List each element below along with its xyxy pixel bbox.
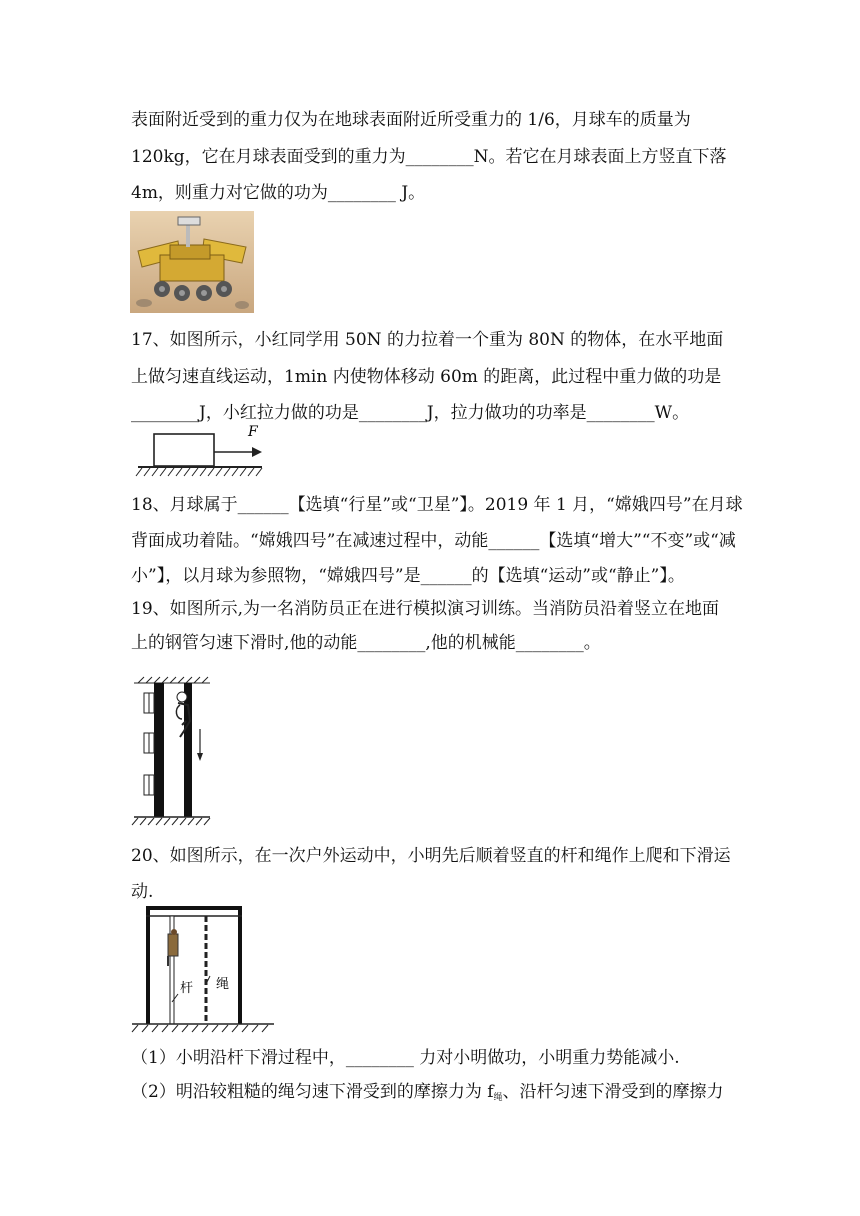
q20-sub-2-main: （2）明沿较粗糙的绳匀速下滑受到的摩擦力为 f — [131, 1082, 494, 1102]
q20-sub-2-subscript: 绳 — [493, 1093, 503, 1103]
q16-line-3: 4m，则重力对它做的功为________ J。 — [131, 183, 426, 203]
force-label: F — [248, 424, 258, 440]
steel-pole — [184, 683, 192, 817]
q18-line-2: 背面成功着陆。“嫦娥四号”在减速过程中，动能______【选填“增大”“不变”或“减 — [131, 531, 736, 551]
q20-line-2: 动. — [131, 882, 154, 902]
q18-line-1: 18、月球属于______【选填“行星”或“卫星”】。2019 年 1 月，“嫦娥四号”在月球 — [131, 495, 743, 515]
pole-label: 杆 — [180, 981, 194, 996]
block-force-diagram — [130, 420, 270, 482]
pole-rope-diagram — [130, 904, 276, 1034]
block — [154, 434, 214, 466]
q17-line-3: ________J，小红拉力做的功是________J，拉力做功的功率是________W。 — [131, 403, 690, 423]
q17-line-2: 上做匀速直线运动，1min 内使物体移动 60m 的距离，此过程中重力做的功是 — [131, 367, 722, 387]
q16-line-2: 120kg，它在月球表面受到的重力为________N。若它在月球表面上方竖直下落 — [131, 147, 727, 167]
q18-line-3: 小”】，以月球为参照物，“嫦娥四号”是______的【选填“运动”或“静止”】。 — [131, 566, 685, 586]
rope-label: 绳 — [216, 977, 230, 992]
q20-line-1: 20、如图所示，在一次户外运动中，小明先后顺着竖直的杆和绳作上爬和下滑运 — [131, 846, 731, 866]
q17-line-1: 17、如图所示，小红同学用 50N 的力拉着一个重为 80N 的物体，在水平地面 — [131, 330, 724, 350]
firefighter-pole-diagram — [130, 675, 214, 827]
q20-sub-2 — [131, 1082, 724, 1108]
q19-line-2: 上的钢管匀速下滑时,他的动能________,他的机械能________。 — [131, 633, 601, 653]
lunar-rover-image — [130, 211, 254, 313]
q20-sub-2-tail: 、沿杆匀速下滑受到的摩擦力 — [502, 1082, 724, 1102]
q16-line-1: 表面附近受到的重力仅为在地球表面附近所受重力的 1/6，月球车的质量为 — [131, 110, 691, 130]
q20-sub-1: （1）小明沿杆下滑过程中，________ 力对小明做功，小明重力势能减小. — [131, 1048, 680, 1068]
q19-line-1: 19、如图所示,为一名消防员正在进行模拟演习训练。当消防员沿着竖立在地面 — [131, 599, 720, 619]
